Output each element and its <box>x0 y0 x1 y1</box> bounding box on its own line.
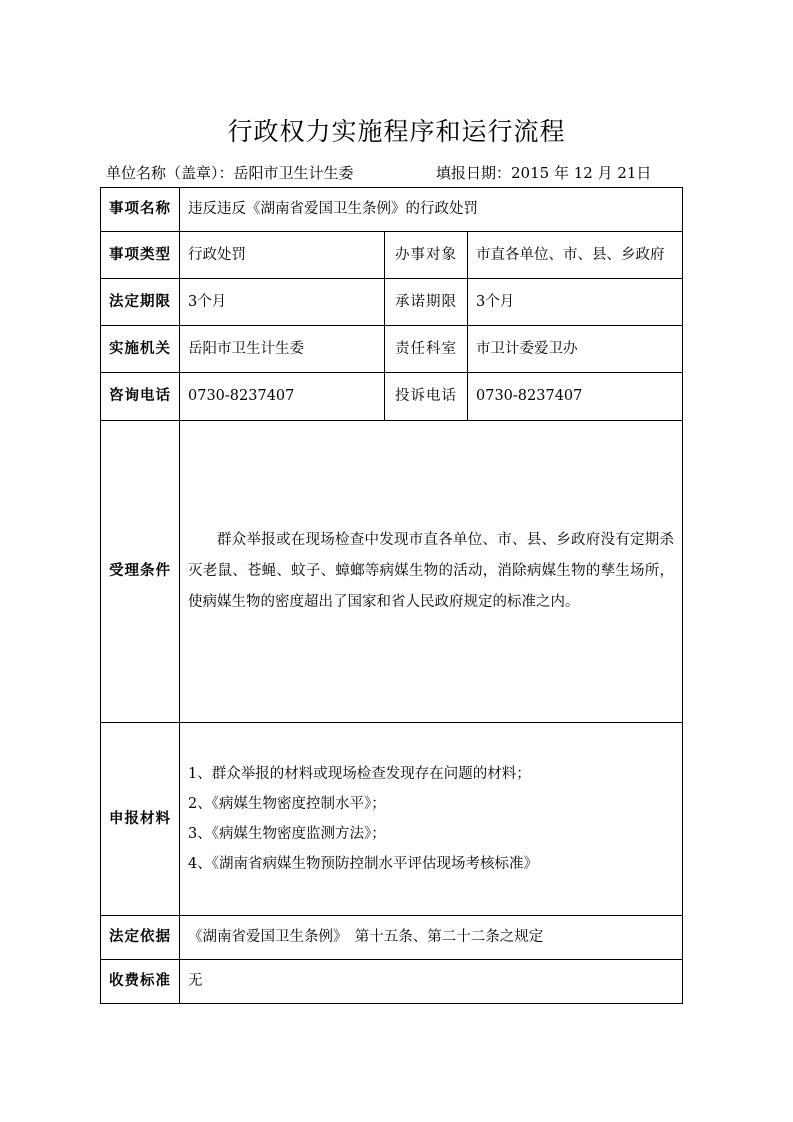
label-fee: 收费标准 <box>101 960 180 1004</box>
value-basis: 《湖南省爱国卫生条例》 第十五条、第二十二条之规定 <box>180 916 683 960</box>
label-item-name: 事项名称 <box>101 188 180 232</box>
value-legal-period: 3个月 <box>180 279 385 326</box>
page-title: 行政权力实施程序和运行流程 <box>227 117 566 146</box>
value-materials <box>180 723 683 916</box>
value-agency: 岳阳市卫生计生委 <box>180 326 385 373</box>
label-complaint-phone: 投诉电话 <box>385 373 468 421</box>
material-item: 3、《病媒生物密度监测方法》； <box>188 826 386 842</box>
material-item: 2、《病媒生物密度控制水平》； <box>188 796 386 812</box>
value-consult-phone: 0730-8237407 <box>180 373 385 421</box>
label-agency: 实施机关 <box>101 326 180 373</box>
label-consult-phone: 咨询电话 <box>101 373 180 421</box>
label-promised-period: 承诺期限 <box>385 279 468 326</box>
unit-name: 单位名称（盖章）：岳阳市卫生计生委 <box>106 164 354 182</box>
row-item-name <box>101 188 683 232</box>
value-conditions <box>180 421 683 723</box>
row-materials <box>101 723 683 916</box>
label-materials: 申报材料 <box>101 723 180 916</box>
row-period <box>101 279 683 326</box>
label-department: 责任科室 <box>385 326 468 373</box>
label-legal-period: 法定期限 <box>101 279 180 326</box>
label-item-type: 事项类型 <box>101 232 180 279</box>
value-item-name: 违反违反《湖南省爱国卫生条例》的行政处罚 <box>180 188 683 232</box>
label-conditions: 受理条件 <box>101 421 180 723</box>
row-phone <box>101 373 683 421</box>
material-item: 1、群众举报的材料或现场检查发现存在问题的材料； <box>188 766 531 782</box>
label-target: 办事对象 <box>385 232 468 279</box>
value-promised-period: 3个月 <box>468 279 683 326</box>
value-department: 市卫计委爱卫办 <box>468 326 683 373</box>
row-agency <box>101 326 683 373</box>
row-fee <box>101 960 683 1004</box>
label-basis: 法定依据 <box>101 916 180 960</box>
conditions-text: 群众举报或在现场检查中发现市直各单位、市、县、乡政府没有定期杀灭老鼠、苍蝇、蚊子、蟑螂等病媒生物的活动，消除病媒生物的孳生场所，使病媒生物的密度超出了国家和省人民政府规定的标准之内。 <box>188 532 675 610</box>
row-item-type <box>101 232 683 279</box>
value-target: 市直各单位、市、县、乡政府 <box>468 232 683 279</box>
row-basis <box>101 916 683 960</box>
value-complaint-phone: 0730-8237407 <box>468 373 683 421</box>
material-item: 4、《湖南省病媒生物预防控制水平评估现场考核标准》 <box>188 856 538 872</box>
value-item-type: 行政处罚 <box>180 232 385 279</box>
process-table <box>100 187 683 1004</box>
row-conditions <box>101 421 683 723</box>
value-fee: 无 <box>180 960 683 1004</box>
report-date: 填报日期：2015 年 12 月 21日 <box>436 164 652 182</box>
